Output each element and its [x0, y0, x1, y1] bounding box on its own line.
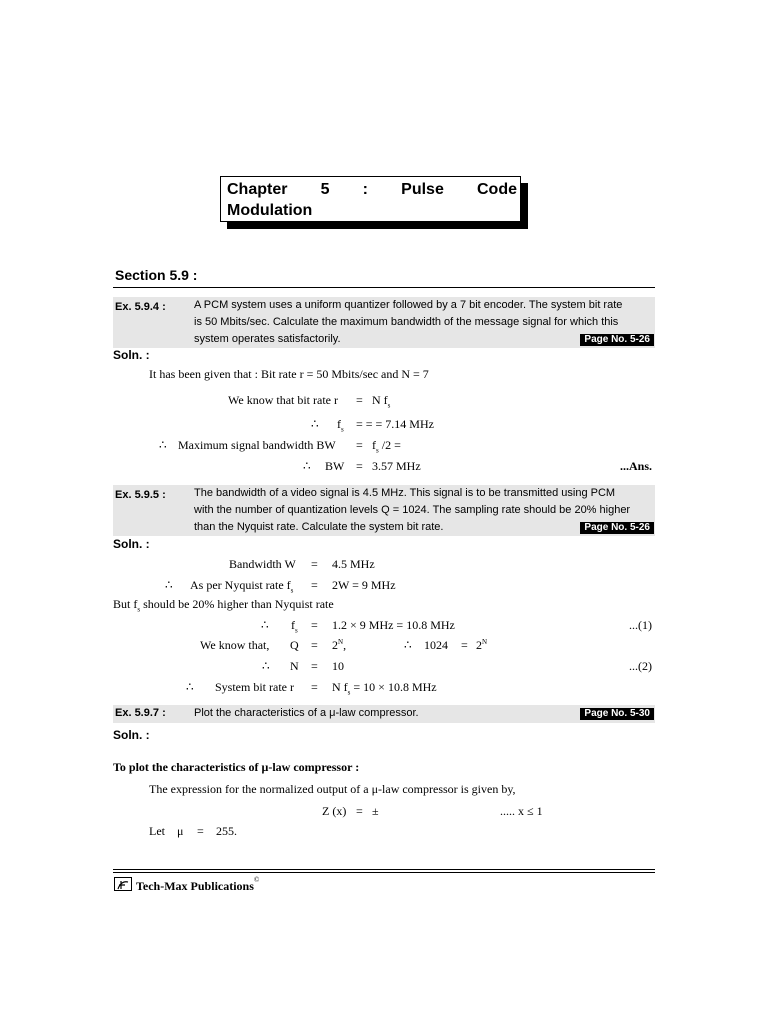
equation-rhs: ±: [372, 804, 379, 818]
equation-rhs: = = = 7.14 MHz: [356, 417, 434, 431]
equation-rhs: $2^N$: [476, 638, 488, 652]
equation-equals: =: [311, 578, 318, 592]
example-line: than the Nyquist rate. Calculate the system bit rate.: [194, 521, 444, 533]
section-heading: Section 5.9 :: [115, 267, 198, 283]
answer-marker: ...Ans.: [620, 459, 653, 473]
equation-rhs: 255.: [216, 824, 237, 838]
page-reference-badge: Page No. 5-30: [580, 708, 654, 720]
equation-rhs: 4.5 MHz: [332, 557, 375, 571]
equation-equals: =: [311, 680, 318, 694]
equation-lhs: Maximum signal bandwidth BW: [178, 438, 336, 452]
equation-lhs: Z (x): [322, 804, 347, 818]
equation-variable: Q: [290, 638, 299, 652]
equation-rhs: 1.2 × 9 MHz = 10.8 MHz: [332, 618, 455, 632]
example-line: with the number of quantization levels Q = 1024. The sampling rate should be 20% higher: [194, 504, 631, 516]
publisher-logo-icon: [114, 877, 132, 891]
equation-rhs: N $f_s = 10 \times 10.8$ MHz: [332, 680, 437, 697]
example-label: Ex. 5.9.5 :: [115, 489, 166, 501]
chapter-number: 5: [320, 181, 330, 198]
equation-number: ...(1): [629, 618, 652, 632]
equation-equals: =: [311, 638, 318, 652]
equation-lhs: As per Nyquist rate $f_s$: [190, 578, 294, 595]
chapter-title-word2: Code: [477, 181, 517, 198]
example-5-9-4: [113, 297, 655, 348]
equation-rhs: N $f_s$: [372, 393, 391, 410]
example-5-9-5: [113, 485, 655, 536]
section-rule: [113, 287, 655, 288]
example-5-9-7: [113, 705, 655, 723]
example-label: Ex. 5.9.7 :: [115, 707, 166, 719]
chapter-separator: :: [362, 181, 368, 198]
equation-lhs: We know that bit rate r: [228, 393, 338, 407]
equation-lhs: We know that,: [200, 638, 270, 652]
therefore-symbol: ∴: [159, 438, 167, 452]
page-reference-badge: Page No. 5-26: [580, 334, 654, 346]
footer-rule-top: [113, 869, 655, 870]
chapter-title-line1: [227, 181, 517, 199]
equation-equals: =: [311, 659, 318, 673]
equation-rhs: $f_s$ /2 =: [372, 438, 401, 455]
example-label: Ex. 5.9.4 :: [115, 301, 166, 313]
page-reference-badge: Page No. 5-26: [580, 522, 654, 534]
equation-lhs: BW: [325, 459, 345, 473]
equation-equals: =: [356, 393, 363, 407]
given-statement: It has been given that : Bit rate r = 50 Mbits/sec and N = 7: [149, 367, 429, 381]
equation-variable: μ: [177, 824, 184, 838]
equation-rhs: 10: [332, 659, 344, 673]
example-line: The bandwidth of a video signal is 4.5 MHz. This signal is to be transmitted using PCM: [194, 487, 616, 499]
equation-condition: ..... x ≤ 1: [500, 804, 543, 818]
therefore-symbol: ∴: [262, 659, 270, 673]
equation-equals: =: [311, 557, 318, 571]
therefore-symbol: ∴: [165, 578, 173, 592]
publisher-name: Tech-Max Publications: [136, 879, 254, 893]
therefore-symbol: ∴: [311, 417, 319, 431]
equation-rhs: 2W = 9 MHz: [332, 578, 396, 592]
condition-statement: But $f_s$ should be 20% higher than Nyquist rate: [113, 597, 334, 614]
equation-equals: =: [197, 824, 204, 838]
equation-rhs: $2^N$,: [332, 638, 347, 652]
paragraph-text: The expression for the normalized output of a μ-law compressor is given by,: [149, 782, 516, 796]
example-line: is 50 Mbits/sec. Calculate the maximum bandwidth of the message signal for which this: [194, 316, 619, 328]
let-label: Let: [149, 824, 165, 838]
equation-lhs: $f_s$: [291, 618, 298, 635]
equation-equals: =: [356, 459, 363, 473]
therefore-symbol: ∴: [186, 680, 194, 694]
solution-label: Soln. :: [113, 728, 150, 742]
equation-equals: =: [356, 804, 363, 818]
example-line: system operates satisfactorily.: [194, 333, 341, 345]
equation-lhs: N: [290, 659, 299, 673]
equation-equals: =: [311, 618, 318, 632]
equation-equals: =: [461, 638, 468, 652]
chapter-title-line2: Modulation: [227, 202, 313, 219]
equation-equals: =: [356, 438, 363, 452]
equation-lhs: Bandwidth W: [229, 557, 296, 571]
example-line: A PCM system uses a uniform quantizer followed by a 7 bit encoder. The system bit rate: [194, 299, 623, 311]
therefore-symbol: ∴: [404, 638, 412, 652]
solution-label: Soln. :: [113, 537, 150, 551]
therefore-symbol: ∴: [303, 459, 311, 473]
equation-lhs: System bit rate r: [215, 680, 294, 694]
therefore-symbol: ∴: [261, 618, 269, 632]
solution-label: Soln. :: [113, 348, 150, 362]
chapter-word: Chapter: [227, 181, 288, 198]
equation-rhs: 3.57 MHz: [372, 459, 421, 473]
equation-number: ...(2): [629, 659, 652, 673]
equation-value: 1024: [424, 638, 448, 652]
chapter-title-box: [220, 176, 521, 222]
footer-rule-bottom: [113, 872, 655, 873]
subheading: To plot the characteristics of μ-law compressor :: [113, 760, 360, 774]
example-text: Plot the characteristics of a μ-law compressor.: [194, 707, 419, 719]
chapter-title-word1: Pulse: [401, 181, 444, 198]
copyright-mark: ©: [254, 876, 260, 884]
equation-lhs: $f_s$: [337, 417, 344, 434]
